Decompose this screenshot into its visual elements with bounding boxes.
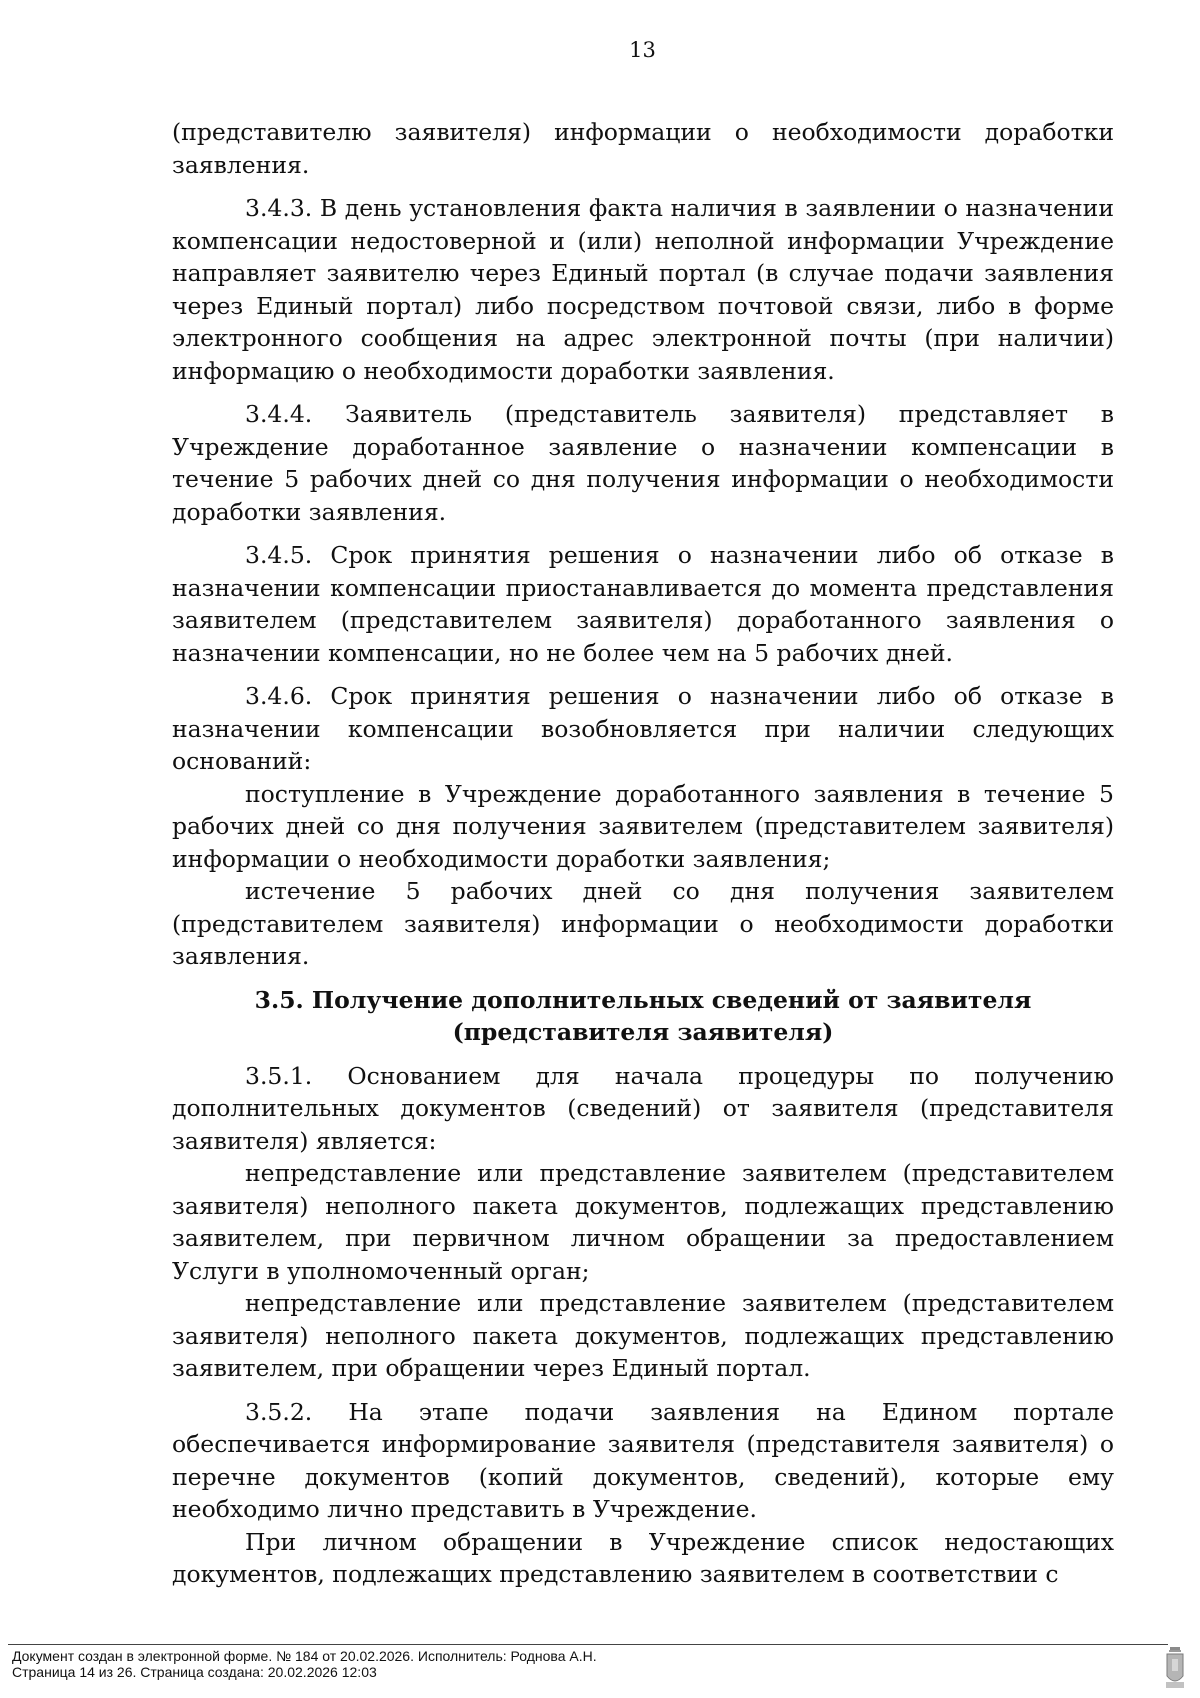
footer-divider [8,1644,1168,1645]
paragraph-continuation: (представителю заявителя) информации о необходимости доработки заявления. [172,118,1114,179]
list-item-personal-visit: непредставление или представление заявителем (представителем заявителя) неполного пакета документов, подлежащих представлению заявителем, при первичном личном обращении за предоставлением Услуги в уполномоченный орган; [172,1159,1114,1285]
document-footer [0,1644,1200,1698]
paragraph-3-4-4: 3.4.4. Заявитель (представитель заявителя) представляет в Учреждение доработанное заявление о назначении компенсации в течение 5 рабочих дней со дня получения информации о необходимости доработки заявления. [172,400,1114,526]
paragraph-3-5-2: 3.5.2. На этапе подачи заявления на Едином портале обеспечивается информирование заявителя (представителя заявителя) о перечне документов (копий документов, сведений), которые ему необходимо лично представить в Учреждение. [172,1397,1114,1523]
footer-line-page: Страница 14 из 26. Страница создана: 20.02.2026 12:03 [12,1664,377,1680]
list-item-receipt: поступление в Учреждение доработанного заявления в течение 5 рабочих дней со дня получения заявителем (представителем заявителя) информации о необходимости доработки заявления; [172,779,1114,873]
page-number: 13 [629,38,656,62]
paragraph-3-5-1: 3.5.1. Основанием для начала процедуры по получению дополнительных документов (сведений) от заявителя (представителя заявителя) является: [172,1061,1114,1155]
footer-text [12,1648,597,1680]
list-item-portal: непредставление или представление заявителем (представителем заявителя) неполного пакета документов, подлежащих представлению заявителем, при обращении через Единый портал. [172,1289,1114,1382]
paragraph-3-4-6: 3.4.6. Срок принятия решения о назначении либо об отказе в назначении компенсации возобновляется при наличии следующих оснований: [172,682,1114,775]
list-item-expiry: истечение 5 рабочих дней со дня получения заявителем (представителем заявителя) информации о необходимости доработки заявления. [172,877,1114,970]
paragraph-3-4-5: 3.4.5. Срок принятия решения о назначении либо об отказе в назначении компенсации приостанавливается до момента представления заявителем (представителем заявителя) доработанного заявления о назначении компенсации, но не более чем на 5 рабочих дней. [172,541,1114,667]
paragraph-3-4-3: 3.4.3. В день установления факта наличия в заявлении о назначении компенсации недостоверной и (или) неполной информации Учреждение направляет заявителю через Единый портал (в случае подачи заявления через Единый портал) либо посредством почтовой связи, либо в форме электронного сообщения на адрес электронной почты (при наличии) информацию о необходимости доработки заявления. [172,194,1114,385]
footer-line-document: Документ создан в электронной форме. № 184 от 20.02.2026. Исполнитель: Роднова А.Н. [12,1648,597,1664]
section-heading-3-5: 3.5. Получение дополнительных сведений от заявителя (представителя заявителя) [254,985,1032,1046]
paragraph-personal-visit-list: При личном обращении в Учреждение список недостающих документов, подлежащих представлению заявителем в соответствии с [172,1527,1114,1588]
document-body [172,116,1114,1591]
coat-of-arms-icon [1164,1646,1186,1690]
